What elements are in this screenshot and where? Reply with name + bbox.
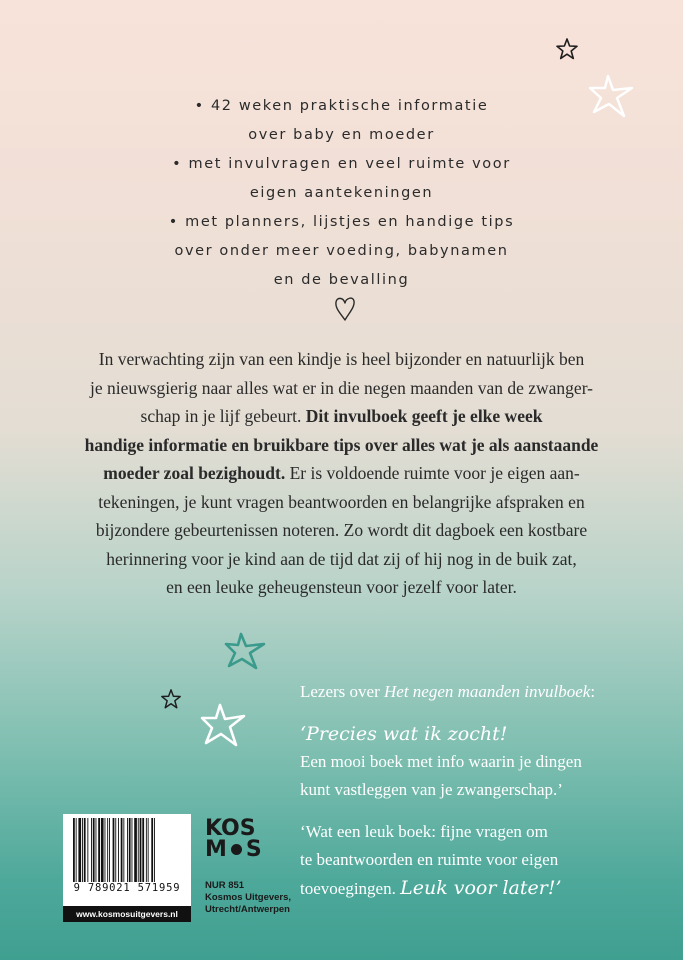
barcode-bar — [82, 818, 83, 882]
logo-letter: M — [205, 837, 227, 862]
barcode-bar — [118, 818, 119, 882]
paragraph-line — [70, 402, 613, 431]
barcode-bar — [93, 818, 95, 882]
barcode-bar — [101, 818, 104, 882]
logo-row: KOS — [205, 816, 256, 841]
barcode-bar — [91, 818, 92, 882]
barcode-bar — [76, 818, 77, 882]
barcode-bar — [113, 818, 115, 882]
barcode-bar — [98, 818, 100, 882]
barcode-bar — [78, 818, 81, 882]
barcode-image — [73, 818, 181, 882]
publisher-url: www.kosmosuitgevers.nl — [63, 906, 191, 922]
nur-code: NUR 851 — [205, 880, 245, 891]
paragraph-line: herinnering voor je kind aan de tijd dat zij of hij nog in de buik zat, — [106, 548, 577, 569]
logo-dot-icon — [231, 844, 242, 855]
heart-icon — [333, 293, 357, 323]
paragraph-bold-text: handige informatie en bruikbare tips over alles wat je als aanstaande — [84, 434, 599, 455]
barcode-bar — [123, 818, 124, 882]
logo-row — [205, 839, 265, 860]
barcode-bar — [96, 818, 97, 882]
publisher-info — [205, 880, 295, 916]
paragraph-line: In verwachting zijn van een kindje is heel bijzonder en natuurlijk ben — [98, 349, 585, 369]
paragraph-line: bijzondere gebeurtenissen noteren. Zo wordt dit dagboek een kostbare — [95, 520, 588, 540]
bullet-line: over onder meer voeding, babynamen — [174, 243, 509, 259]
star-teal-icon — [224, 632, 266, 670]
publisher-name: Kosmos Uitgevers, — [205, 892, 292, 903]
review-line: kunt vastleggen van je zwangerschap.’ — [300, 780, 563, 799]
barcode-bar — [146, 818, 147, 882]
reviews-heading-suffix: : — [590, 682, 596, 701]
review-line: ‘Wat een leuk boek: fijne vragen om — [300, 822, 548, 841]
barcode-bar — [132, 818, 133, 882]
barcode-block — [63, 814, 191, 922]
barcode-bar — [73, 818, 75, 882]
bullet-line: • 42 weken praktische informatie — [194, 98, 489, 114]
barcode-bar — [115, 818, 116, 882]
review-line — [300, 874, 660, 903]
review-line: Een mooi boek met info waarin je dingen — [300, 752, 582, 771]
reviews-heading — [300, 678, 660, 706]
star-white-lower-icon — [200, 703, 246, 747]
barcode-bar — [84, 818, 86, 882]
barcode-bar — [151, 818, 153, 882]
barcode-bar — [142, 818, 144, 882]
paragraph-text: Er is voldoende ruimte voor je eigen aan- — [285, 463, 580, 483]
barcode-bar — [105, 818, 106, 882]
paragraph-bold-text: moeder zoal bezighoudt. — [103, 463, 286, 483]
barcode-bar — [87, 818, 88, 882]
review-quote-script: Leuk voor later!’ — [400, 877, 562, 899]
reader-reviews — [300, 678, 660, 903]
barcode-bar — [140, 818, 142, 882]
star-outline-small-icon — [160, 688, 182, 710]
book-title: Het negen maanden invulboek — [384, 682, 591, 701]
star-outline-icon — [555, 37, 579, 61]
kosmos-logo — [205, 818, 265, 860]
paragraph-line — [70, 431, 613, 460]
review-quote-script: ‘Precies wat ik zocht! — [300, 723, 508, 745]
paragraph-line: tekeningen, je kunt vragen beantwoorden en belangrijke afspraken en — [98, 491, 585, 512]
bullet-line: eigen aantekeningen — [249, 185, 434, 201]
barcode-bar — [138, 818, 139, 882]
isbn-number: 9 789021 571959 — [73, 882, 181, 894]
paragraph-line — [70, 459, 613, 488]
barcode-bar — [109, 818, 110, 882]
barcode-bar — [148, 818, 149, 882]
bullet-line: • met invulvragen en veel ruimte voor — [172, 156, 511, 172]
review-text: toevoegingen. — [300, 879, 401, 898]
publisher-location: Utrecht/Antwerpen — [205, 904, 290, 915]
bullet-line: • met planners, lijstjes en handige tips — [168, 214, 515, 230]
paragraph-text: schap in je lijf gebeurt. — [140, 406, 306, 426]
paragraph-line: je nieuwsgierig naar alles wat er in die negen maanden van de zwanger- — [89, 377, 594, 398]
bullet-line: en de bevalling — [273, 272, 410, 288]
barcode-bar — [134, 818, 137, 882]
logo-letter: S — [245, 837, 262, 862]
barcode-bar — [127, 818, 128, 882]
review-line: te beantwoorden en ruimte voor eigen — [300, 850, 559, 869]
description-paragraph — [70, 345, 613, 602]
barcode-bar — [154, 818, 155, 882]
barcode-bar — [107, 818, 108, 882]
paragraph-line: en een leuke geheugensteun voor jezelf voor later. — [166, 577, 517, 597]
bullet-line: over baby en moeder — [248, 127, 435, 143]
barcode-bar — [129, 818, 131, 882]
feature-bullets — [0, 92, 683, 295]
reviews-heading-prefix: Lezers over — [300, 682, 385, 701]
paragraph-bold-text: Dit invulboek geeft je elke week — [305, 406, 543, 426]
barcode-bar — [121, 818, 123, 882]
